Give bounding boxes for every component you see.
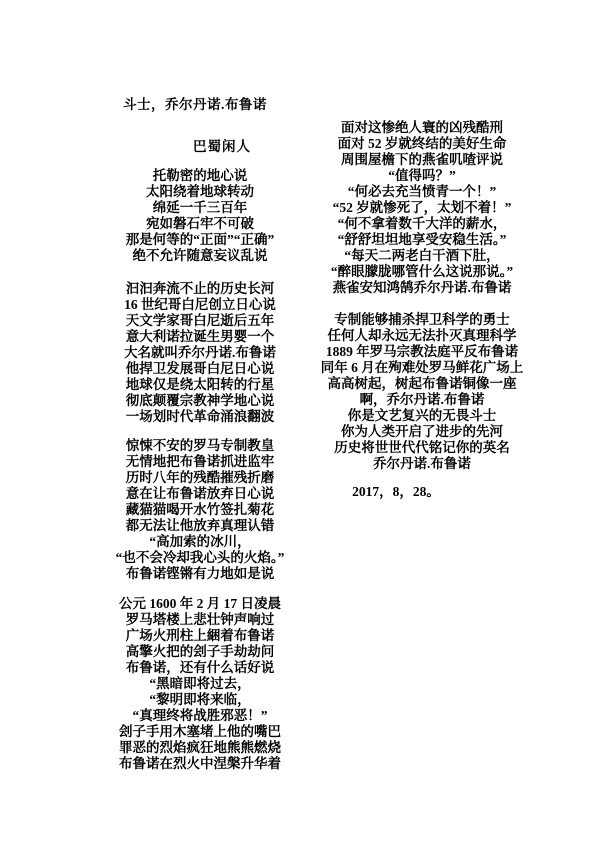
poem-line: “真理终将战胜邪恶！” xyxy=(132,708,268,723)
poem-line: 面对这惨绝人寰的凶残酷刑 xyxy=(341,120,503,135)
poem-line: 绵延一千三百年 xyxy=(152,200,248,215)
poem-line: 一场划时代革命涌浪翻波 xyxy=(125,409,275,424)
right-column-stanza-2 xyxy=(282,312,562,472)
poem-line: 意在让布鲁诺放弃日心说 xyxy=(125,486,275,501)
poem-line: 面对 52 岁就终结的美好生命 xyxy=(337,136,507,151)
poem-line: “52 岁就惨死了，太划不着！” xyxy=(332,200,512,215)
poem-line: “值得吗？” xyxy=(388,168,456,183)
poem-line: 大名就叫乔尔丹诺.布鲁诺 xyxy=(124,345,276,360)
poem-line: 太阳绕着地球转动 xyxy=(146,184,254,199)
poem-line: 乔尔丹诺.布鲁诺 xyxy=(373,456,471,471)
poem-line: 意大利诺拉诞生男婴一个 xyxy=(125,329,275,344)
right-column-stanza-1 xyxy=(282,120,562,296)
poem-line: 布鲁诺在烈火中涅槃升华着 xyxy=(119,756,281,771)
poem-title: 斗士，乔尔丹诺.布鲁诺 xyxy=(123,97,267,112)
poem-line: 无情地把布鲁诺抓进监牢 xyxy=(125,454,275,469)
poem-line: 1889 年罗马宗教法庭平反布鲁诺 xyxy=(325,344,519,359)
poem-line: 天文学家哥白尼逝后五年 xyxy=(125,313,275,328)
poem-line: 布鲁诺，还有什么话好说 xyxy=(125,660,275,675)
poem-line: “何不拿着数千大洋的薪水， xyxy=(337,216,507,231)
poem-line: 彻底颠覆宗教神学地心说 xyxy=(125,393,275,408)
poem-line: 布鲁诺铿锵有力地如是说 xyxy=(125,566,275,581)
poem-date: 2017，8，28。 xyxy=(352,484,440,499)
poem-line: “何必去充当愤青一个！” xyxy=(347,184,497,199)
poem-line: “高加索的冰川， xyxy=(149,534,251,549)
poem-line: 广场火刑柱上綑着布鲁诺 xyxy=(125,628,275,643)
poem-line: 16 世纪哥白尼创立日心说 xyxy=(124,297,276,312)
poem-line: 藏猫猫喝开水竹签扎菊花 xyxy=(125,502,275,517)
poem-line: “醉眼朦胧哪管什么这说那说。” xyxy=(330,264,514,279)
poem-line: 刽子手用木塞堵上他的嘴巴 xyxy=(119,724,281,739)
poem-line: 燕雀安知鸿鹄乔尔丹诺.布鲁诺 xyxy=(332,280,512,295)
poem-line: 专制能够捕杀捍卫科学的勇士 xyxy=(334,312,510,327)
poem-line: 高高树起，树起布鲁诺铜像一座 xyxy=(327,376,517,391)
poem-line: “黑暗即将过去， xyxy=(149,676,251,691)
poem-line: 高擎火把的刽子手劫劫问 xyxy=(125,644,275,659)
poem-line: 那是何等的“正面”“正确” xyxy=(125,232,275,247)
poem-line: 罪恶的烈焰疯狂地熊熊燃烧 xyxy=(119,740,281,755)
poem-line: 公元 1600 年 2 月 17 日凌晨 xyxy=(119,596,281,611)
poem-line: 绝不允许随意妄议乱说 xyxy=(132,248,268,263)
poem-line: 托勒密的地心说 xyxy=(152,168,248,183)
poem-line: 你为人类开启了进步的先河 xyxy=(341,424,503,439)
poem-line: 任何人却永远无法扑灭真理科学 xyxy=(327,328,517,343)
poem-line: 惊悚不安的罗马专制教皇 xyxy=(125,438,275,453)
poem-line: 周围屋檐下的燕雀叽喳评说 xyxy=(341,152,503,167)
poem-line: 你是文艺复兴的无畏斗士 xyxy=(347,408,497,423)
poem-line: 历时八年的残酷摧残折磨 xyxy=(125,470,275,485)
poem-author: 巴蜀闲人 xyxy=(193,139,251,154)
poem-line: 地球仅是绕太阳转的行星 xyxy=(125,377,275,392)
poem-line: 罗马塔楼上悲壮钟声响过 xyxy=(125,612,275,627)
poem-line: “舒舒坦坦地享受安稳生活。” xyxy=(337,232,507,247)
poem-line: 啊，乔尔丹诺.布鲁诺 xyxy=(359,392,485,407)
poem-line: “每天二两老白干酒下肚， xyxy=(344,248,500,263)
poem-line: 宛如磐石牢不可破 xyxy=(146,216,254,231)
poem-line: 同年 6 月在殉难处罗马鲜花广场上 xyxy=(320,360,524,375)
poem-line: “黎明即将来临， xyxy=(149,692,251,707)
poem-line: 都无法让他放弃真理认错 xyxy=(125,518,275,533)
left-column-stanza-4 xyxy=(60,596,340,772)
poem-line: 历史将世世代代铭记你的英名 xyxy=(334,440,510,455)
poem-line: “也不会冷却我心头的火焰。” xyxy=(115,550,285,565)
poem-line: 汩汩奔流不止的历史长河 xyxy=(125,281,275,296)
poem-line: 他捍卫发展哥白尼日心说 xyxy=(125,361,275,376)
